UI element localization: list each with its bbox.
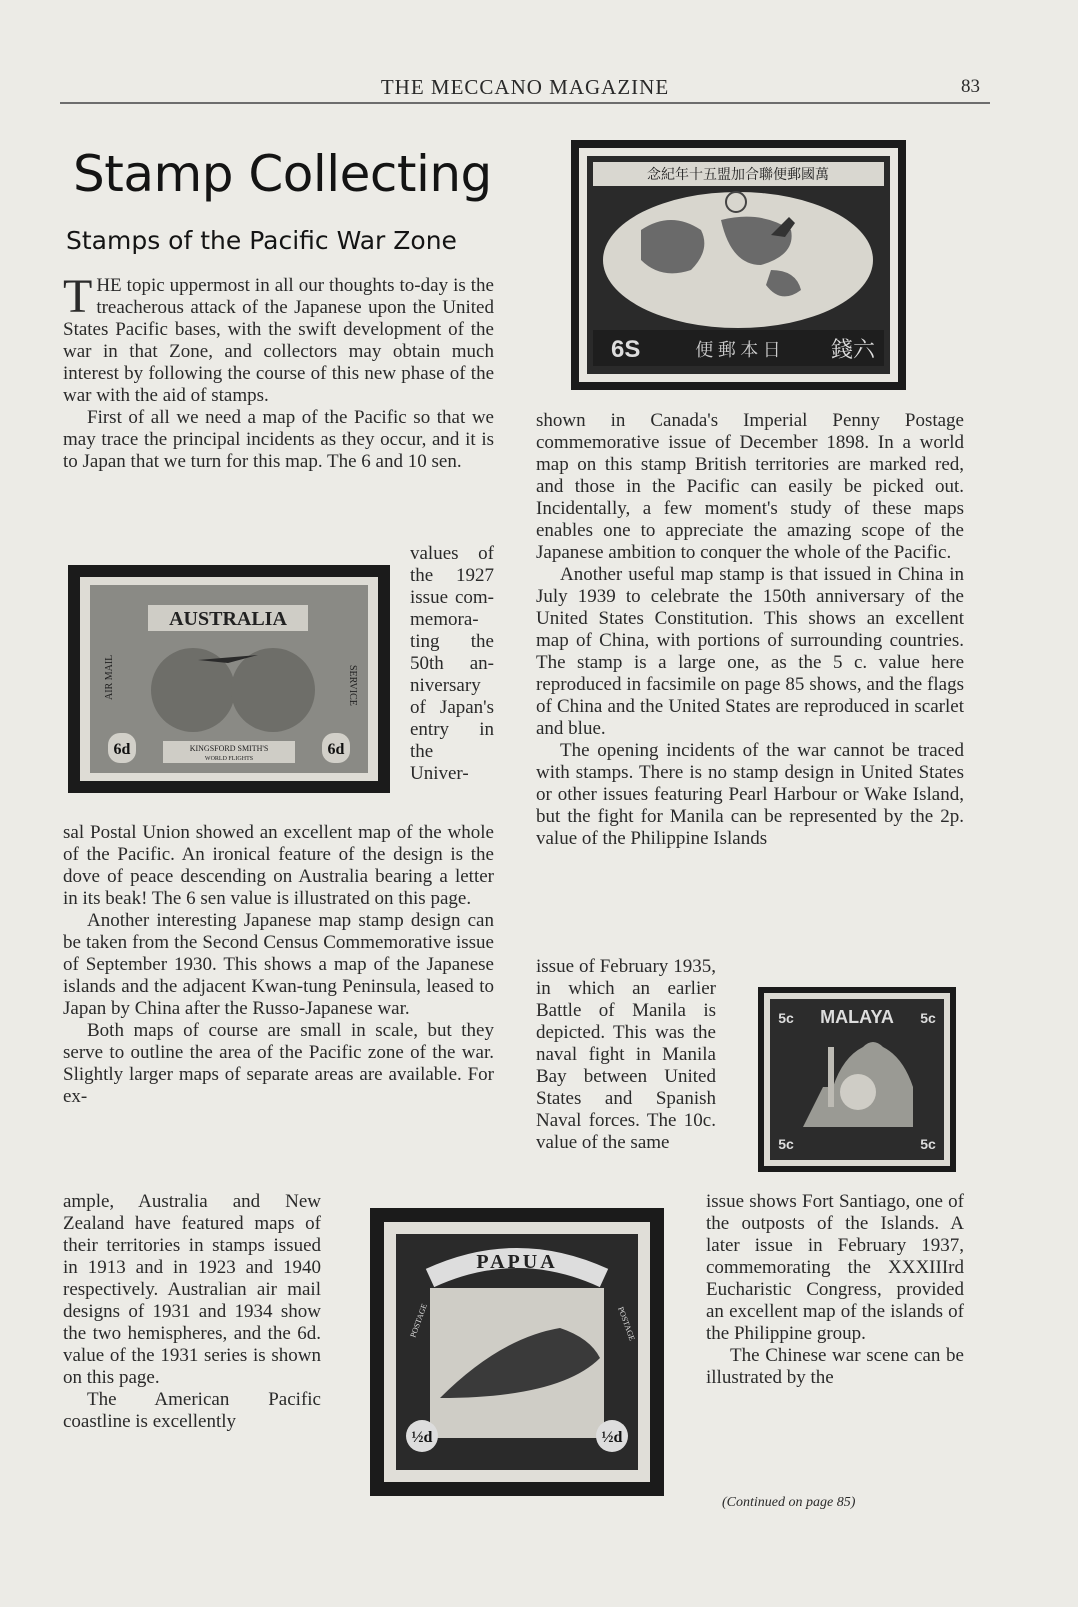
- malaya-stamp: [758, 987, 956, 1172]
- dome-shape: [840, 1074, 876, 1110]
- drop-cap: T: [63, 270, 93, 323]
- value-left: 6d: [113, 741, 131, 758]
- malaya-stamp-art: [758, 987, 956, 1172]
- hemisphere-right: [231, 648, 315, 732]
- country-name: AUSTRALIA: [169, 608, 287, 630]
- col2-block1: [536, 410, 964, 850]
- papua-stamp-art: [370, 1208, 664, 1496]
- paragraph: sal Postal Union showed an excellent map of the whole of the Pacific. An ironical feature of the design is the dove of peace descending on Australia bearing a letter in its beak! The 6 sen value is illustrated on this page.: [63, 822, 494, 909]
- col1-block2: [63, 822, 494, 1108]
- article-title: Stamp Collecting: [73, 145, 492, 203]
- article-subtitle: Stamps of the Pacific War Zone: [66, 226, 457, 255]
- magazine-title: THE MECCANO MAGAZINE: [380, 75, 670, 99]
- paragraph: The Chinese war scene can be illustrated by the: [706, 1345, 964, 1388]
- paragraph-text: HE topic uppermost in all our thoughts to-day is the treacherous attack of the Japanese upon the United States Pacific bases, with the swift development of the war in that Zone, and collectors may obtain much interest by following the course of this new phase of the war with the aid of stamps.: [63, 275, 494, 406]
- japan-stamp-art: [571, 140, 906, 390]
- col1-block3: [63, 1191, 321, 1433]
- col2-block3: [706, 1191, 964, 1389]
- value-right: ½d: [601, 1429, 623, 1446]
- paragraph: The American Pacific coastline is excellently: [63, 1389, 321, 1432]
- paragraph: Another interesting Japanese map stamp design can be taken from the Second Census Commemorative issue of September 1930. This shows a map of the Japanese islands and the adjacent Kwan-tung Peninsula, leased to Japan by China after the Russo-Japanese war.: [63, 910, 494, 1019]
- papua-stamp: [370, 1208, 664, 1496]
- banner-text: KINGSFORD SMITH'S: [189, 744, 269, 753]
- page-header: [60, 72, 990, 104]
- continued-note: (Continued on page 85): [722, 1495, 856, 1510]
- paragraph: The opening incidents of the war cannot be traced with stamps. There is no stamp design in United States or other issues featuring Pearl Harbour or Wake Island, but the fight for Manila can be represented by the 2p. value of the Philippine Islands: [536, 740, 964, 849]
- col2-narrow-text: issue of February 1935, in which an earlier Battle of Manila is depicted. This was the naval fight in Manila Bay between United States and Spanish Naval forces. The 10c. value of the same: [536, 956, 716, 1153]
- value-bottom-left: 5c: [778, 1136, 794, 1152]
- japan-map-stamp: [571, 140, 906, 390]
- country-name: MALAYA: [820, 1007, 894, 1027]
- paragraph: Another useful map stamp is that issued in China in July 1939 to celebrate the 150th anniversary of the United States Constitution. This shows an excellent map of China, with portions of surrounding countries. The stamp is a large one, as the 5 c. value here reproduced in facsimile on page 85 shows, and the flags of China and the United States are reproduced in scarlet and blue.: [536, 564, 964, 739]
- side-label-left: AIR MAIL: [104, 654, 115, 700]
- paragraph: First of all we need a map of the Pacific so that we may trace the principal incidents as they occur, and it is to Japan that we turn for this map. The 6 and 10 sen.: [63, 407, 494, 472]
- side-label-right: SERVICE: [347, 665, 358, 706]
- australia-stamp-art: [68, 565, 390, 793]
- paragraph: issue shows Fort Santiago, one of the outposts of the Islands. A later issue in February 1937, commemorating the XXXIIIrd Eucharistic Congress, provided an excellent map of the islands of the Philippine group.: [706, 1191, 964, 1344]
- stamp-top-text: 念紀年十五盟加合聯便郵國萬: [647, 168, 829, 183]
- banner-text-2: WORLD FLIGHTS: [204, 756, 254, 762]
- value-bottom-right: 5c: [920, 1136, 936, 1152]
- minaret-shape: [828, 1047, 834, 1107]
- value-left: ½d: [411, 1429, 433, 1446]
- value-top-left: 5c: [778, 1010, 794, 1026]
- page-number: 83: [961, 76, 980, 97]
- paragraph: shown in Canada's Imperial Penny Postage commemorative issue of December 1898. In a world map on this stamp British territories are marked red, and those in the Pacific can easily be picked out. Incidentally, a few moment's study of these maps enables one to appreciate the amazing scope of the Japanese ambition to conquer the whole of the Pacific.: [536, 410, 964, 563]
- side-label-right: POSTAGE: [616, 1305, 637, 1342]
- col1-block1: [63, 270, 494, 473]
- value-right: 6d: [327, 741, 345, 758]
- stamp-value-right: 錢六: [831, 337, 876, 362]
- value-top-right: 5c: [920, 1010, 936, 1026]
- paragraph: ample, Australia and New Zealand have featured maps of their territories in stamps issued in 1913 and in 1923 and 1940 respectively. Australian air mail designs of 1931 and 1934 show the two hemispheres, and the 6d. value of the 1931 series is shown on this page.: [63, 1191, 321, 1388]
- col1-narrow-text: values of the 1927 issue commemorating the 50th anniversary of Japan's entry in the Univer-: [410, 543, 494, 784]
- paragraph: Both maps of course are small in scale, but they serve to outline the area of the Pacific zone of the war. Slightly larger maps of separate areas are available. For ex-: [63, 1020, 494, 1107]
- country-name: PAPUA: [476, 1251, 558, 1273]
- stamp-value-left: 6S: [611, 336, 641, 363]
- paragraph: [63, 270, 494, 407]
- australia-air-mail-stamp: [68, 565, 390, 793]
- side-label-left: POSTAGE: [408, 1302, 429, 1339]
- stamp-bottom-text: 便 郵 本 日: [695, 340, 781, 360]
